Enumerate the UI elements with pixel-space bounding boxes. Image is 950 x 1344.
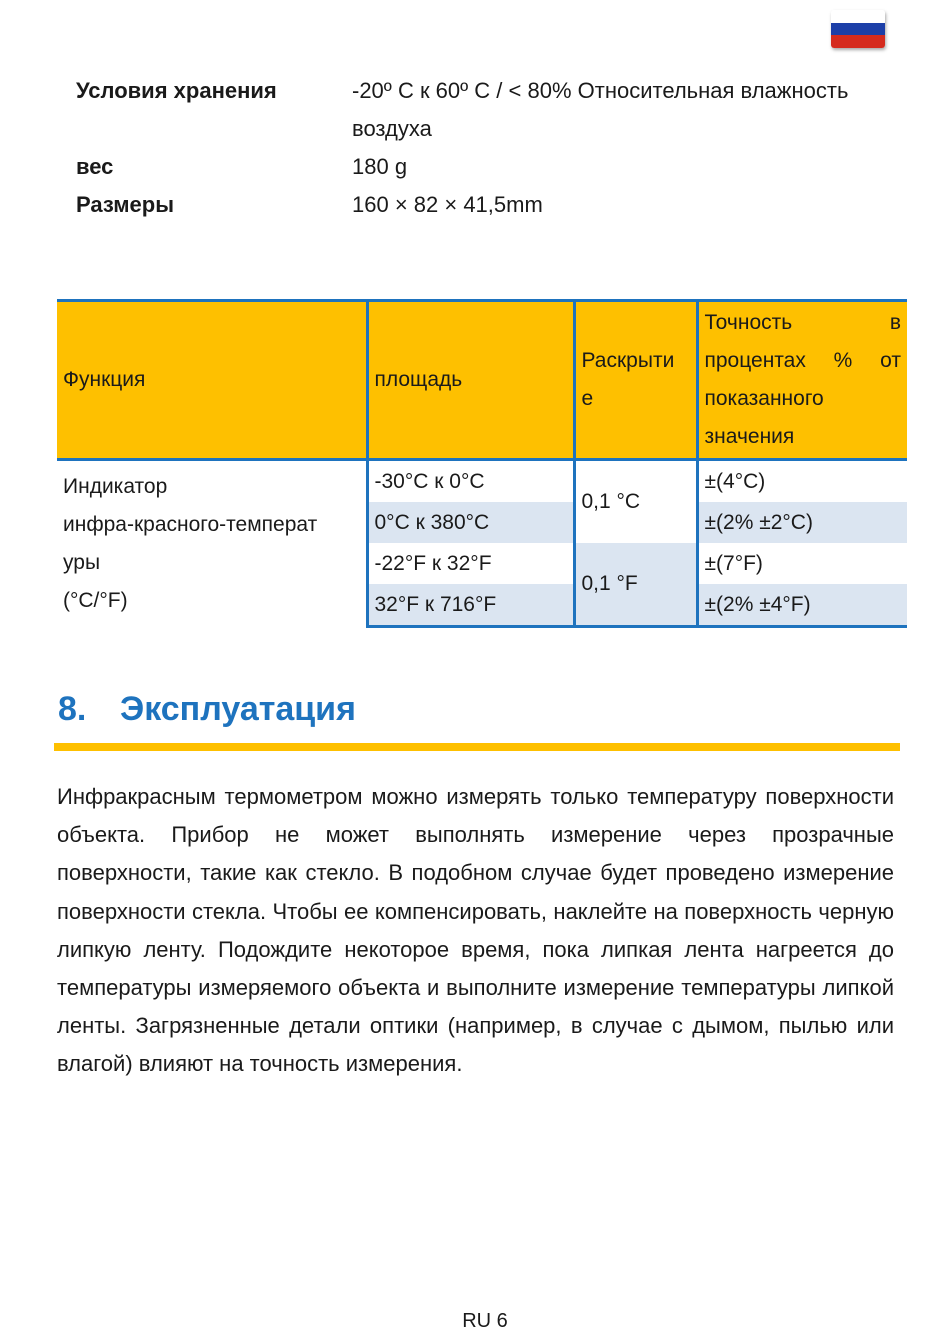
function-line: инфра-красного-температ xyxy=(63,512,318,536)
spec-row-storage xyxy=(76,72,892,148)
function-line: уры xyxy=(63,550,101,574)
spec-row-dimensions xyxy=(76,186,892,224)
area-cell: 0°C к 380°C xyxy=(367,502,574,543)
section-body: Инфракрасным термометром можно измерять только температуру поверхности объекта. Прибор не может выполнять измерение через прозрачные поверхности, такие как стекло. В подобном случае будет проведено измерение поверхности стекла. Чтобы ее компенсировать, наклейте на поверхность черную липкую ленту. Подождите некоторое время, пока липкая лента нагреется до температуры измеряемого объекта и выполните измерение температуры липкой ленты. Загрязненные детали оптики (например, в случае с дымом, пылью или влагой) влияют на точность измерения. xyxy=(57,784,894,1077)
area-cell: -22°F к 32°F xyxy=(367,543,574,584)
section-divider xyxy=(54,743,900,751)
header-accuracy-line: Точность в xyxy=(704,311,901,334)
area-cell: -30°C к 0°C xyxy=(367,460,574,503)
spec-row-weight xyxy=(76,148,892,186)
section-title: Эксплуатация xyxy=(120,690,356,728)
function-table xyxy=(57,299,907,628)
header-area: площадь xyxy=(367,301,574,460)
accuracy-cell: ±(4°C) xyxy=(697,460,907,503)
header-accuracy-line: показанного xyxy=(704,387,824,410)
spec-value: -20º C к 60º C / < 80% Относительная влажность воздуха xyxy=(352,78,849,141)
spec-label: вес xyxy=(76,154,114,179)
resolution-cell: 0,1 °F xyxy=(574,543,697,627)
accuracy-cell: ±(2% ±2°C) xyxy=(697,502,907,543)
page-number: RU 6 xyxy=(462,1310,508,1332)
function-cell xyxy=(57,460,367,627)
russian-flag-icon xyxy=(831,10,885,48)
area-cell: 32°F к 716°F xyxy=(367,584,574,627)
spec-list xyxy=(76,72,892,224)
header-resolution-text: Раскрыти е xyxy=(581,349,675,410)
function-line: Индикатор xyxy=(63,474,168,498)
section-number: 8. xyxy=(58,690,87,728)
header-accuracy-line: процентах % от xyxy=(704,349,901,372)
table-row xyxy=(57,460,907,503)
spec-label: Условия хранения xyxy=(76,78,277,103)
header-accuracy xyxy=(697,301,907,460)
spec-value: 180 g xyxy=(352,154,408,179)
header-function: Функция xyxy=(57,301,367,460)
table-header-row xyxy=(57,301,907,460)
header-accuracy-line: значения xyxy=(704,425,795,448)
resolution-cell: 0,1 °C xyxy=(574,460,697,544)
header-resolution xyxy=(574,301,697,460)
accuracy-cell: ±(7°F) xyxy=(697,543,907,584)
function-line: (°C/°F) xyxy=(63,588,128,612)
spec-label: Размеры xyxy=(76,192,175,217)
spec-value: 160 × 82 × 41,5mm xyxy=(352,192,543,217)
accuracy-cell: ±(2% ±4°F) xyxy=(697,584,907,627)
